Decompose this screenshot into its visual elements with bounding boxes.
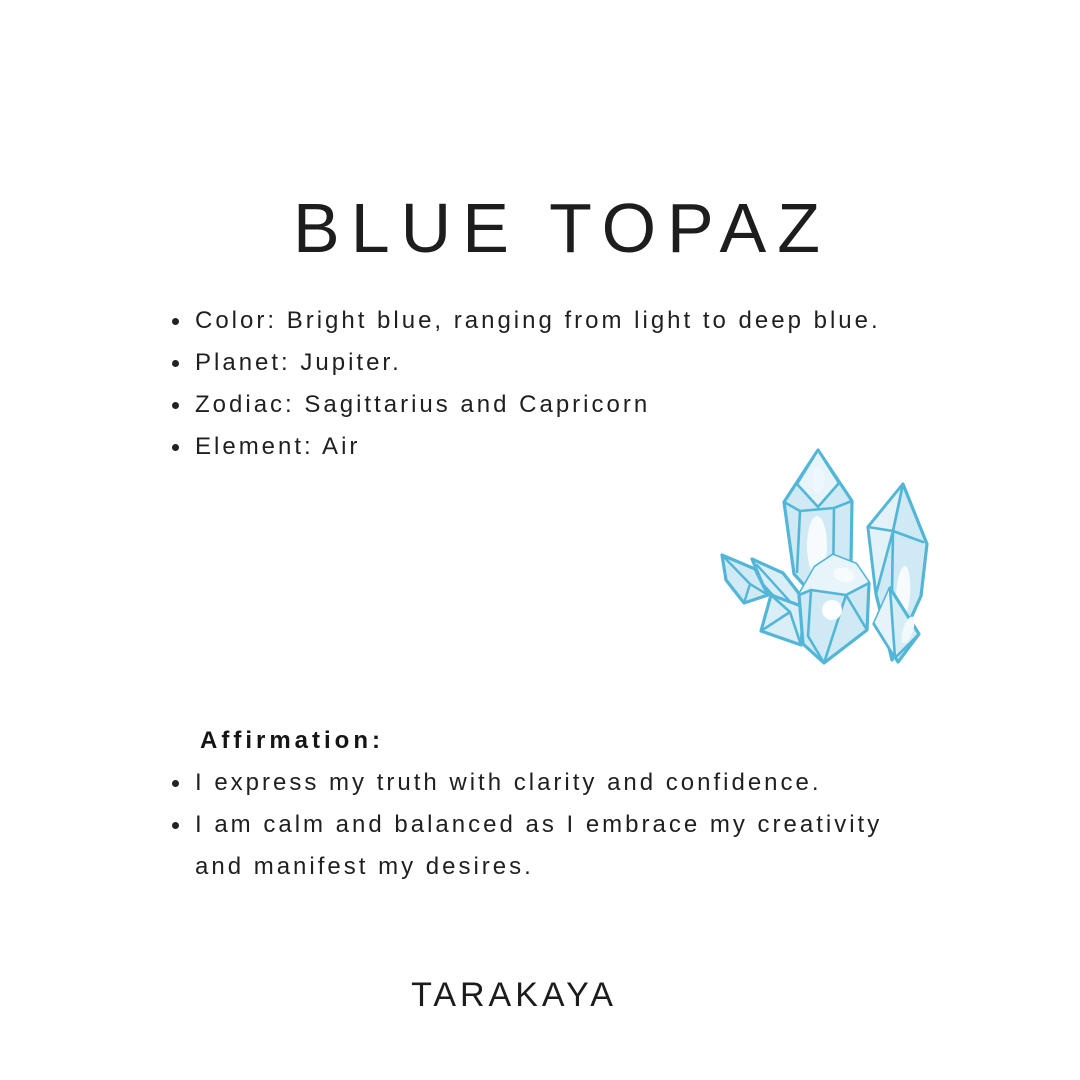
list-item bbox=[172, 804, 918, 888]
affirmation-heading: Affirmation: bbox=[200, 727, 384, 754]
list-item-label: I am calm and balanced as I embrace my creativity and manifest my desires. bbox=[195, 811, 883, 880]
crystal-cluster-illustration bbox=[705, 444, 955, 684]
list-item-label: Zodiac: Sagittarius and Capricorn bbox=[195, 391, 651, 418]
bullet-dot bbox=[172, 318, 179, 325]
affirmation-list bbox=[172, 762, 918, 888]
page-title: BLUE TOPAZ bbox=[293, 188, 831, 267]
list-item bbox=[172, 300, 895, 342]
list-item bbox=[172, 342, 895, 384]
list-item-label: I express my truth with clarity and confidence. bbox=[195, 769, 822, 796]
list-item-label: Planet: Jupiter. bbox=[195, 349, 402, 376]
list-item-label: Color: Bright blue, ranging from light to deep blue. bbox=[195, 307, 881, 334]
gemstone-properties-list bbox=[172, 300, 895, 468]
list-item bbox=[172, 762, 918, 804]
bullet-dot bbox=[172, 444, 179, 451]
brand-name: TARAKAYA bbox=[411, 976, 617, 1014]
list-item-label: Element: Air bbox=[195, 433, 361, 460]
bullet-dot bbox=[172, 360, 179, 367]
bullet-dot bbox=[172, 402, 179, 409]
bullet-dot bbox=[172, 780, 179, 787]
list-item bbox=[172, 384, 895, 426]
bullet-dot bbox=[172, 822, 179, 829]
